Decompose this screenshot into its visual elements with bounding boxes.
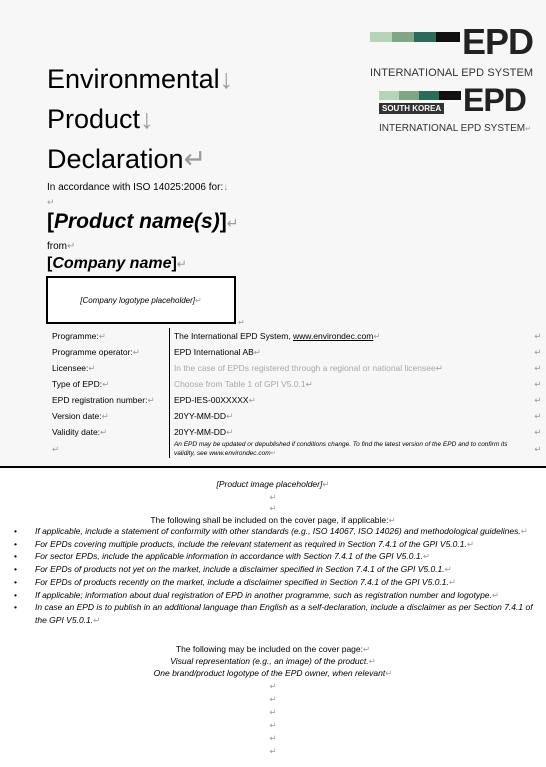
validity-date-value[interactable]: 20YY-MM-DD↵ xyxy=(173,426,234,437)
section-divider xyxy=(0,466,546,468)
logo-region-label: SOUTH KOREA xyxy=(379,103,444,114)
table-row: ↵ An EPD may be updated or depublished if conditions change. To find the latest version of the EPD and to confirm its validity, see www.environdec.com↵ ↵ xyxy=(48,440,546,458)
paragraph-mark: ↵ xyxy=(269,681,277,691)
epd-type-value[interactable]: Choose from Table 1 of GPI V5.0.1↵ xyxy=(173,378,313,389)
programme-info-table xyxy=(48,328,546,458)
table-row: Version date:↵ 20YY-MM-DD↵ ↵ xyxy=(48,408,546,424)
paragraph-mark: ↵ xyxy=(269,707,277,717)
table-row: EPD registration number:↵ EPD-IES-00XXXXX↵ ↵ xyxy=(48,392,546,408)
shall-include-list xyxy=(14,525,546,627)
table-row: Type of EPD:↵ Choose from Table 1 of GPI V5.0.1↵ ↵ xyxy=(48,376,546,392)
version-date-value[interactable]: 20YY-MM-DD↵ xyxy=(173,410,234,421)
list-item: • For EPDs of products recently on the market, include a disclaimer specified in Section 7.4.1 of the GPI V5.0.1.↵ xyxy=(14,576,546,589)
list-item: • In case an EPD is to publish in an additional language than English as a self-declaration, include a disclaimer as per Section 7.4.1 of the GPI V5.0.1.↵ xyxy=(14,601,546,626)
programme-label: Programme:↵ xyxy=(48,328,169,344)
programme-operator-label: Programme operator:↵ xyxy=(48,344,169,360)
list-item: • For EPDs covering multiple products, include the relevant statement as required in Section 7.4.1 of the GPI V5.0.1.↵ xyxy=(14,538,546,551)
licensee-value[interactable]: In the case of EPDs registered through a regional or national licensee↵ xyxy=(173,362,443,373)
registration-number-value[interactable]: EPD-IES-00XXXXX↵ xyxy=(173,394,256,405)
table-row: Licensee:↵ In the case of EPDs registered through a regional or national licensee↵ ↵ xyxy=(48,360,546,376)
logo-color-bars xyxy=(370,32,460,42)
product-image-placeholder[interactable]: [Product image placeholder]↵ xyxy=(216,479,330,489)
shall-intro: The following shall be included on the cover page, if applicable:↵ xyxy=(150,515,396,525)
title-line-1: Environmental↓ xyxy=(47,64,234,94)
licensee-label: Licensee:↵ xyxy=(48,360,169,376)
epd-logo-south-korea xyxy=(379,82,544,138)
product-name[interactable]: [Product name(s)]↵ xyxy=(47,210,239,233)
programme-value: The International EPD System, www.environdec.com↵ xyxy=(173,330,381,341)
validity-note: An EPD may be updated or depublished if conditions change. To find the latest version of the EPD and to confirm its validity, see www.environdec.com↵ xyxy=(173,441,508,457)
may-intro: The following may be included on the cover page:↵ xyxy=(175,644,371,654)
epd-logo-caption: INTERNATIONAL EPD SYSTEM↵ xyxy=(379,123,532,134)
paragraph-mark: ↵ xyxy=(269,694,277,704)
epd-type-label: Type of EPD:↵ xyxy=(48,376,169,392)
may-item-2: One brand/product logotype of the EPD owner, when relevant↵ xyxy=(153,668,393,678)
programme-operator-value: EPD International AB↵ xyxy=(173,346,261,357)
paragraph-mark: ↵ xyxy=(269,733,277,743)
version-date-label: Version date:↵ xyxy=(48,408,169,424)
may-item-1: Visual representation (e.g., an image) of the product.↵ xyxy=(170,656,376,666)
list-item: • For sector EPDs, include the applicable information in accordance with Section 7.4.1 of the GPI V5.0.1.↵ xyxy=(14,550,546,563)
paragraph-mark: ↵ xyxy=(269,492,277,502)
table-row: Validity date:↵ 20YY-MM-DD↵ ↵ xyxy=(48,424,546,440)
paragraph-mark: ↵ xyxy=(238,318,245,327)
epd-logo-caption: INTERNATIONAL EPD SYSTEM xyxy=(370,67,534,79)
paragraph-mark: ↵ xyxy=(269,503,277,513)
list-item: • If applicable; information about dual registration of EPD in another programme, such as registration number and logotype.↵ xyxy=(14,589,546,602)
from-label: from↵ xyxy=(47,241,76,252)
accordance-statement: In accordance with ISO 14025:2006 for:↓ xyxy=(47,182,229,193)
validity-date-label: Validity date:↵ xyxy=(48,424,169,440)
title-line-3: Declaration↵ xyxy=(47,144,207,174)
table-row: Programme operator:↵ EPD International AB↵ ↵ xyxy=(48,344,546,360)
epd-logo-mark: EPD xyxy=(463,82,526,118)
paragraph-mark: ↵ xyxy=(47,197,55,207)
environdec-link[interactable]: www.environdec.com xyxy=(293,330,374,341)
empty-label: ↵ xyxy=(48,440,169,458)
epd-logo-mark: EPD xyxy=(462,21,534,62)
list-item: • If applicable, include a statement of conformity with other standards (e.g., ISO 14067, ISO 14026) and methodological guidelines.↵ xyxy=(14,525,546,538)
registration-number-label: EPD registration number:↵ xyxy=(48,392,169,408)
table-row: Programme:↵ The International EPD System, www.environdec.com↵ ↵ xyxy=(48,328,546,344)
company-name[interactable]: [Company name]↵ xyxy=(47,255,187,272)
list-item: • For EPDs of products not yet on the market, include a disclaimer specified in Section 7.4.1 of the GPI V5.0.1.↵ xyxy=(14,563,546,576)
epd-logo-international xyxy=(370,21,540,80)
logo-color-bars xyxy=(379,91,461,100)
paragraph-mark: ↵ xyxy=(269,746,277,756)
title-line-2: Product↓ xyxy=(47,104,154,134)
company-logo-placeholder[interactable]: [Company logotype placeholder]↵ xyxy=(46,276,236,324)
paragraph-mark: ↵ xyxy=(269,720,277,730)
